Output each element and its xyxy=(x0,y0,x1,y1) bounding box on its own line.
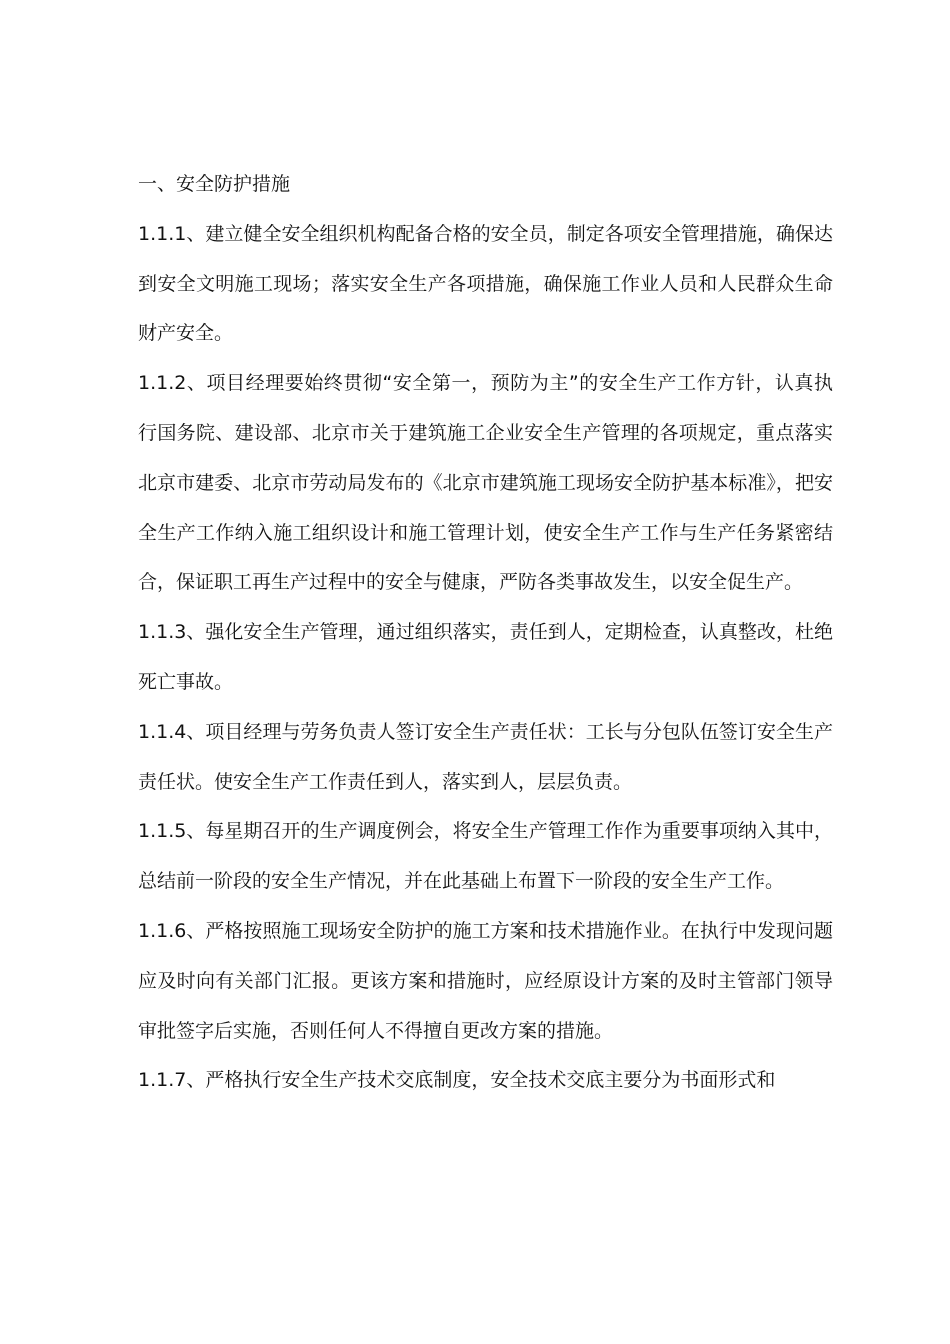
paragraph-1-1-7: 1.1.7、严格执行安全生产技术交底制度，安全技术交底主要分为书面形式和 xyxy=(138,1069,776,1092)
paragraph-1-1-6: 1.1.6、严格按照施工现场安全防护的施工方案和技术措施作业。在执行中发现问题应及时向有关部门汇报。更该方案和措施时，应经原设计方案的及时主管部门领导审批签字后实施，否则任何人不得擅自更改方案的措施。 xyxy=(138,919,833,1042)
paragraph-1-1-5: 1.1.5、每星期召开的生产调度例会，将安全生产管理工作作为重要事项纳入其中，总结前一阶段的安全生产情况，并在此基础上布置下一阶段的安全生产工作。 xyxy=(138,820,833,893)
paragraph-1-1-2: 1.1.2、项目经理要始终贯彻“安全第一，预防为主”的安全生产工作方针，认真执行国务院、建设部、北京市关于建筑施工企业安全生产管理的各项规定，重点落实北京市建委、北京市劳动局发布的《北京市建筑施工现场安全防护基本标准》，把安全生产工作纳入施工组织设计和施工管理计划，使安全生产工作与生产任务紧密结合，保证职工再生产过程中的安全与健康，严防各类事故发生，以安全促生产。 xyxy=(138,372,833,594)
paragraph-1-1-1: 1.1.1、建立健全安全组织机构配备合格的安全员，制定各项安全管理措施，确保达到安全文明施工现场；落实安全生产各项措施，确保施工作业人员和人民群众生命财产安全。 xyxy=(138,222,833,345)
paragraph-1-1-3: 1.1.3、强化安全生产管理，通过组织落实，责任到人，定期检查，认真整改，杜绝死亡事故。 xyxy=(138,621,833,693)
document-page xyxy=(138,160,833,1106)
paragraph-1-1-4: 1.1.4、项目经理与劳务负责人签订安全生产责任状：工长与分包队伍签订安全生产责任状。使安全生产工作责任到人，落实到人，层层负责。 xyxy=(138,720,833,793)
section-heading: 一、安全防护措施 xyxy=(138,173,291,195)
